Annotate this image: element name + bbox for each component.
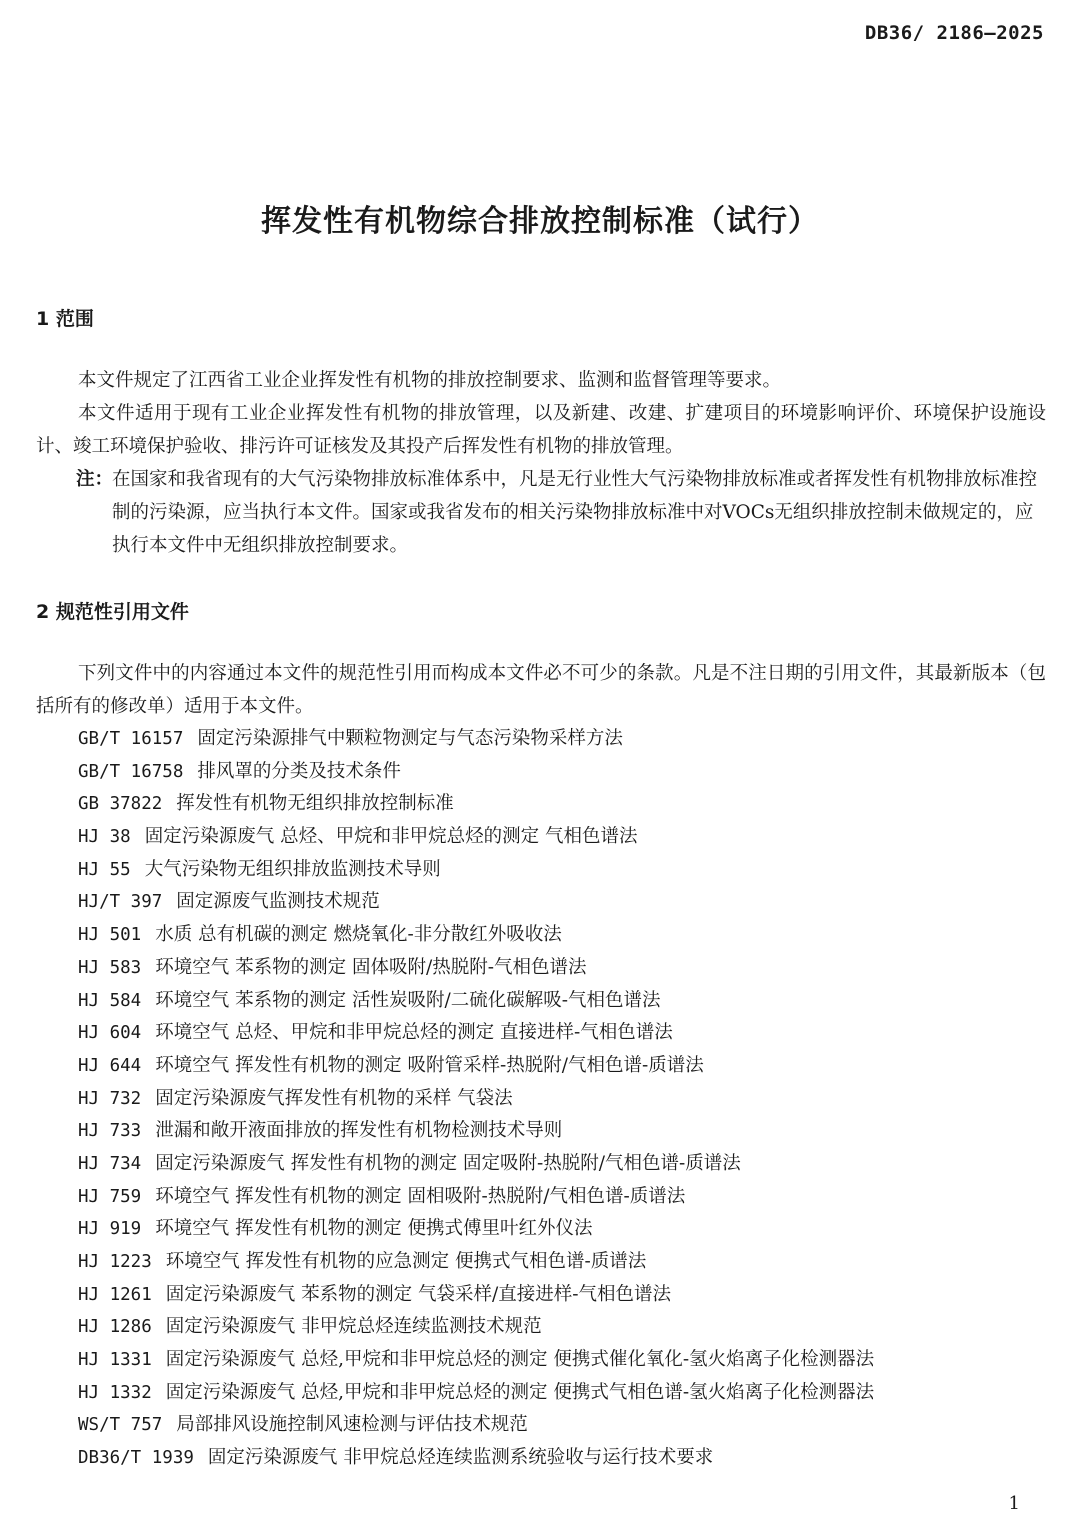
reference-code: HJ 733 <box>78 1121 142 1142</box>
reference-code: HJ 734 <box>78 1153 142 1174</box>
reference-title: 固定源废气监测技术规范 <box>176 891 380 913</box>
scope-paragraph-2: 本文件适用于现有工业企业挥发性有机物的排放管理，以及新建、改建、扩建项目的环境影响评价、环境保护设施设计、竣工环境保护验收、排污许可证核发及其投产后挥发性有机物的排放管理。 <box>36 403 1046 457</box>
reference-code: HJ 38 <box>78 827 131 848</box>
reference-item <box>78 951 1068 984</box>
section-1-heading: 1 范围 <box>36 308 94 330</box>
reference-code: HJ 1261 <box>78 1284 152 1305</box>
reference-title: 固定污染源废气挥发性有机物的采样 气袋法 <box>155 1087 513 1109</box>
reference-item <box>78 1049 1068 1082</box>
reference-title: 大气污染物无组织排放监测技术导则 <box>144 858 441 880</box>
reference-code: HJ 584 <box>78 990 142 1011</box>
reference-title: 固定污染源废气 苯系物的测定 气袋采样/直接进样-气相色谱法 <box>165 1283 672 1305</box>
reference-code: GB/T 16157 <box>78 729 184 749</box>
reference-item <box>78 1278 1068 1311</box>
reference-code: WS/T 757 <box>78 1415 163 1436</box>
reference-item <box>78 787 1068 820</box>
reference-item <box>78 1016 1068 1049</box>
reference-title: 挥发性有机物无组织排放控制标准 <box>176 793 454 815</box>
reference-item <box>78 1310 1068 1343</box>
reference-code: HJ 604 <box>78 1023 142 1044</box>
reference-item <box>78 885 1068 918</box>
reference-item <box>78 918 1068 951</box>
reference-item <box>78 820 1068 853</box>
reference-title: 水质 总有机碳的测定 燃烧氧化-非分散红外吸收法 <box>155 924 562 946</box>
reference-item <box>78 722 1068 755</box>
reference-title: 环境空气 总烃、甲烷和非甲烷总烃的测定 直接进样-气相色谱法 <box>155 1022 673 1044</box>
reference-title: 环境空气 挥发性有机物的测定 固相吸附-热脱附/气相色谱-质谱法 <box>155 1185 686 1207</box>
page-number: 1 <box>1008 1493 1020 1514</box>
reference-code: HJ 1286 <box>78 1317 152 1338</box>
reference-item <box>78 1408 1068 1441</box>
scope-paragraph-1: 本文件规定了江西省工业企业挥发性有机物的排放控制要求、监测和监督管理等要求。 <box>78 370 782 391</box>
reference-item <box>78 1245 1068 1278</box>
reference-item <box>78 1212 1068 1245</box>
reference-code: GB/T 16758 <box>78 761 184 782</box>
reference-code: HJ 732 <box>78 1088 142 1109</box>
note-text: 在国家和我省现有的大气污染物排放标准体系中，凡是无行业性大气污染物排放标准或者挥发性有机物排放标准控制的污染源，应当执行本文件。国家或我省发布的相关污染物排放标准中对VOCs无组织排放控制未做规定的，应执行本文件中无组织排放控制要求。 <box>112 469 1038 556</box>
reference-title: 环境空气 苯系物的测定 固体吸附/热脱附-气相色谱法 <box>155 956 587 978</box>
reference-code: HJ 644 <box>78 1055 142 1076</box>
reference-item <box>78 1114 1068 1147</box>
reference-code: GB 37822 <box>78 794 163 815</box>
reference-title: 泄漏和敞开液面排放的挥发性有机物检测技术导则 <box>155 1120 563 1142</box>
reference-title: 固定污染源废气 非甲烷总烃连续监测系统验收与运行技术要求 <box>207 1447 714 1469</box>
reference-list <box>78 722 1068 1474</box>
reference-code: HJ 1331 <box>78 1350 152 1371</box>
reference-item <box>78 984 1068 1017</box>
reference-title: 固定污染源废气 非甲烷总烃连续监测技术规范 <box>165 1316 542 1338</box>
reference-item <box>78 755 1068 788</box>
document-title: 挥发性有机物综合排放控制标准（试行） <box>261 204 819 239</box>
reference-code: DB36/T 1939 <box>78 1448 194 1469</box>
scope-note <box>76 463 1046 562</box>
reference-code: HJ 759 <box>78 1186 142 1207</box>
reference-code: HJ 1223 <box>78 1252 152 1272</box>
reference-title: 固定污染源废气 总烃,甲烷和非甲烷总烃的测定 便携式催化氧化-氢火焰离子化检测器法 <box>165 1349 875 1371</box>
document-number: DB36/ 2186—2025 <box>864 22 1044 44</box>
note-label: 注： <box>76 469 114 490</box>
reference-code: HJ 919 <box>78 1219 142 1240</box>
reference-title: 固定污染源废气 总烃,甲烷和非甲烷总烃的测定 便携式气相色谱-氢火焰离子化检测器法 <box>165 1381 875 1403</box>
section-2-heading: 2 规范性引用文件 <box>36 601 189 623</box>
references-intro: 下列文件中的内容通过本文件的规范性引用而构成本文件必不可少的条款。凡是不注日期的引用文件，其最新版本（包括所有的修改单）适用于本文件。 <box>36 663 1046 717</box>
reference-item <box>78 1082 1068 1115</box>
reference-title: 环境空气 挥发性有机物的测定 吸附管采样-热脱附/气相色谱-质谱法 <box>155 1054 704 1076</box>
reference-item <box>78 1376 1068 1409</box>
reference-title: 环境空气 苯系物的测定 活性炭吸附/二硫化碳解吸-气相色谱法 <box>155 989 661 1011</box>
reference-code: HJ 1332 <box>78 1382 152 1403</box>
reference-title: 环境空气 挥发性有机物的测定 便携式傅里叶红外仪法 <box>155 1218 593 1240</box>
reference-title: 局部排风设施控制风速检测与评估技术规范 <box>176 1414 528 1436</box>
reference-item <box>78 1343 1068 1376</box>
reference-title: 环境空气 挥发性有机物的应急测定 便携式气相色谱-质谱法 <box>165 1251 647 1272</box>
reference-title: 固定污染源排气中颗粒物测定与气态污染物采样方法 <box>197 728 623 749</box>
reference-item <box>78 1441 1068 1474</box>
reference-title: 排风罩的分类及技术条件 <box>197 760 401 782</box>
reference-item <box>78 1180 1068 1213</box>
reference-code: HJ 55 <box>78 859 131 880</box>
reference-item <box>78 1147 1068 1180</box>
reference-code: HJ 583 <box>78 957 142 978</box>
reference-title: 固定污染源废气 总烃、甲烷和非甲烷总烃的测定 气相色谱法 <box>144 826 638 848</box>
reference-code: HJ/T 397 <box>78 892 163 913</box>
reference-code: HJ 501 <box>78 925 142 946</box>
reference-item <box>78 853 1068 886</box>
reference-title: 固定污染源废气 挥发性有机物的测定 固定吸附-热脱附/气相色谱-质谱法 <box>155 1152 741 1174</box>
